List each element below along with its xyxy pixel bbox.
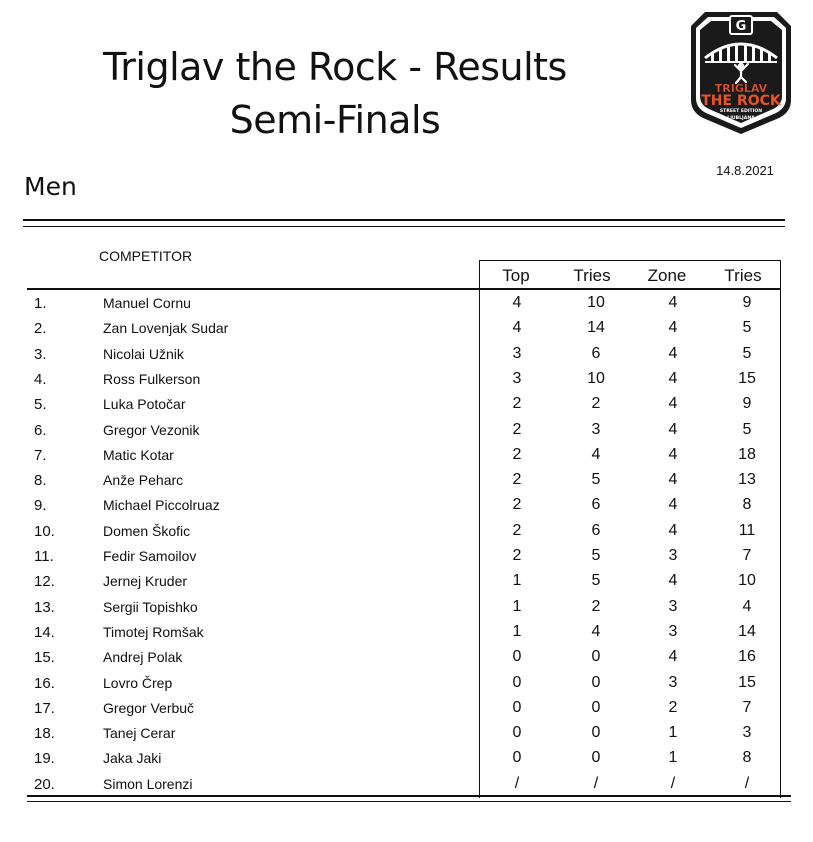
zone-tries-cell: 5 [742, 344, 752, 362]
zone-tries-cell: 7 [742, 698, 752, 716]
zone-cell: 4 [668, 648, 678, 666]
rank-cell: 19. [34, 750, 55, 768]
event-date: 14.8.2021 [716, 163, 774, 178]
logo-text-city: LJUBLJANA [727, 116, 755, 121]
table-row [0, 672, 813, 697]
zone-cell: 4 [668, 294, 678, 311]
column-header-top: Top [502, 266, 530, 285]
competitor-name-cell: Tanej Cerar [103, 725, 176, 742]
top-tries-cell: 6 [591, 496, 601, 514]
table-row [0, 697, 813, 722]
rank-cell: 15. [34, 649, 55, 667]
competitor-name-cell: Andrej Polak [103, 649, 183, 666]
column-header-top-tries: Tries [573, 266, 611, 285]
zone-cell: 4 [668, 319, 678, 337]
top-cell: 2 [512, 471, 522, 489]
zone-tries-cell: / [744, 774, 750, 792]
competitor-name-cell: Sergii Topishko [103, 598, 198, 615]
logo-text-edition: STREET EDITION [719, 109, 763, 114]
top-cell: 0 [512, 698, 522, 716]
table-row [0, 545, 813, 570]
zone-cell: 4 [668, 471, 678, 489]
rank-cell: 4. [34, 370, 47, 388]
top-cell: 1 [512, 622, 522, 640]
table-row [0, 494, 813, 519]
logo-text-the-rock: THE ROCK [701, 93, 781, 109]
competitor-name-cell: Lovro Črep [103, 674, 173, 691]
rank-cell: 5. [34, 396, 47, 414]
rank-cell: 20. [34, 775, 55, 793]
top-tries-cell: / [593, 774, 599, 792]
top-cell: 3 [512, 344, 522, 362]
zone-tries-cell: 5 [742, 420, 752, 438]
competitor-name-cell: Jaka Jaki [103, 750, 162, 767]
competitor-name-cell: Matic Kotar [103, 446, 174, 463]
top-tries-cell: 10 [587, 369, 605, 387]
top-tries-cell: 14 [587, 319, 605, 337]
zone-tries-cell: 18 [738, 445, 756, 463]
page-title-line2: Semi-Finals [229, 98, 441, 142]
zone-cell: / [670, 774, 676, 792]
top-cell: 0 [512, 724, 522, 742]
top-cell: 4 [512, 294, 522, 311]
zone-cell: 4 [668, 445, 678, 463]
competitor-name-cell: Manuel Cornu [103, 295, 191, 311]
zone-tries-cell: 14 [738, 622, 756, 640]
competitor-name-cell: Gregor Verbuč [103, 699, 195, 716]
top-tries-cell: 4 [591, 622, 601, 640]
top-tries-cell: 0 [591, 648, 601, 666]
table-row [0, 317, 813, 342]
top-tries-cell: 0 [591, 724, 601, 742]
table-row [0, 621, 813, 646]
top-cell: 0 [512, 648, 522, 666]
top-tries-cell: 0 [591, 698, 601, 716]
column-header-zone-tries: Tries [724, 266, 762, 285]
rank-cell: 10. [34, 522, 55, 540]
table-row [0, 646, 813, 671]
top-tries-cell: 2 [591, 395, 601, 413]
rank-cell: 3. [34, 345, 47, 363]
top-cell: 2 [512, 496, 522, 514]
zone-cell: 4 [668, 572, 678, 590]
top-cell: 0 [512, 749, 522, 767]
zone-cell: 2 [668, 698, 678, 716]
zone-tries-cell: 9 [742, 395, 752, 413]
rank-cell: 9. [34, 497, 47, 515]
top-tries-cell: 10 [587, 294, 605, 311]
top-cell: 0 [512, 673, 522, 691]
zone-cell: 3 [668, 622, 678, 640]
competitor-name-cell: Fedir Samoilov [103, 548, 197, 564]
zone-cell: 1 [668, 749, 678, 767]
competitor-name-cell: Zan Lovenjak Sudar [103, 320, 229, 337]
table-row [0, 773, 813, 798]
table-row [0, 419, 813, 444]
table-row [0, 444, 813, 469]
column-header-zone: Zone [647, 266, 687, 285]
zone-tries-cell: 9 [742, 294, 752, 311]
top-tries-cell: 4 [591, 445, 601, 463]
zone-tries-cell: 13 [738, 471, 756, 489]
top-cell: 3 [512, 369, 522, 387]
divider-top-1 [23, 219, 785, 221]
svg-text:G: G [735, 19, 747, 34]
zone-cell: 4 [668, 496, 678, 514]
zone-cell: 4 [668, 344, 678, 362]
competitor-name-cell: Timotej Romšak [103, 623, 204, 640]
top-tries-cell: 0 [591, 749, 601, 767]
top-cell: 2 [512, 547, 522, 564]
rank-cell: 16. [34, 674, 55, 692]
zone-cell: 4 [668, 521, 678, 539]
rank-cell: 6. [34, 421, 47, 439]
rank-cell: 11. [34, 548, 54, 565]
divider-top-2 [23, 226, 785, 227]
table-row [0, 596, 813, 621]
zone-tries-cell: 3 [742, 724, 752, 742]
table-row [0, 722, 813, 747]
zone-tries-cell: 11 [738, 521, 756, 539]
top-cell: 2 [512, 420, 522, 438]
rank-cell: 12. [34, 573, 55, 591]
zone-tries-cell: 8 [742, 496, 752, 514]
competitor-name-cell: Michael Piccolruaz [103, 497, 220, 514]
logo-text-triglav: TRIGLAV [714, 82, 768, 95]
competitor-name-cell: Nicolai Užnik [103, 345, 184, 362]
rank-cell: 14. [34, 623, 55, 641]
table-row [0, 368, 813, 393]
zone-cell: 4 [668, 395, 678, 413]
zone-tries-cell: 7 [742, 547, 752, 564]
top-cell: / [514, 774, 520, 792]
table-row [0, 393, 813, 418]
top-cell: 1 [512, 572, 522, 590]
competitor-name-cell: Luka Potočar [103, 396, 186, 413]
rank-cell: 13. [34, 598, 55, 616]
zone-cell: 3 [668, 673, 678, 691]
competitor-name-cell: Jernej Kruder [103, 573, 188, 590]
top-tries-cell: 5 [591, 547, 601, 564]
top-tries-cell: 5 [591, 572, 601, 590]
rank-cell: 7. [34, 446, 47, 464]
rank-cell: 1. [34, 295, 47, 312]
zone-tries-cell: 5 [742, 319, 752, 337]
zone-tries-cell: 4 [742, 597, 752, 615]
top-tries-cell: 3 [591, 420, 601, 438]
top-cell: 2 [512, 395, 522, 413]
zone-cell: 3 [668, 547, 678, 564]
divider-bottom-2 [27, 801, 791, 802]
top-cell: 4 [512, 319, 522, 337]
zone-tries-cell: 10 [738, 572, 756, 590]
competitor-name-cell: Anže Peharc [103, 472, 184, 489]
rank-cell: 8. [34, 472, 47, 490]
zone-cell: 4 [668, 420, 678, 438]
table-row [0, 343, 813, 368]
zone-tries-cell: 15 [738, 369, 756, 387]
top-tries-cell: 2 [591, 597, 601, 615]
competitor-name-cell: Simon Lorenzi [103, 775, 193, 792]
divider-bottom-1 [27, 795, 791, 797]
table-row [0, 292, 813, 317]
page-title-line1: Triglav the Rock - Results [103, 45, 567, 89]
competitor-name-cell: Gregor Vezonik [103, 421, 200, 438]
table-row [0, 469, 813, 494]
top-cell: 2 [512, 521, 522, 539]
zone-cell: 4 [668, 369, 678, 387]
top-tries-cell: 0 [591, 673, 601, 691]
rank-cell: 17. [34, 699, 55, 717]
top-tries-cell: 6 [591, 521, 601, 539]
header-underline [27, 288, 781, 290]
table-row [0, 520, 813, 545]
top-tries-cell: 5 [591, 471, 601, 489]
table-row [0, 570, 813, 595]
triglav-the-rock-logo [683, 8, 799, 136]
zone-tries-cell: 16 [738, 648, 756, 666]
zone-cell: 1 [668, 724, 678, 742]
table-row [0, 747, 813, 772]
competitor-name-cell: Domen Škofic [103, 522, 191, 539]
zone-tries-cell: 15 [738, 673, 756, 691]
rank-cell: 2. [34, 320, 47, 338]
competitor-name-cell: Ross Fulkerson [103, 370, 201, 387]
rank-cell: 18. [34, 725, 55, 743]
top-cell: 1 [512, 597, 522, 615]
zone-cell: 3 [668, 597, 678, 615]
top-tries-cell: 6 [591, 344, 601, 362]
competitor-column-header: COMPETITOR [99, 248, 193, 264]
category-label: Men [24, 172, 77, 201]
top-cell: 2 [512, 445, 522, 463]
zone-tries-cell: 8 [742, 749, 752, 767]
